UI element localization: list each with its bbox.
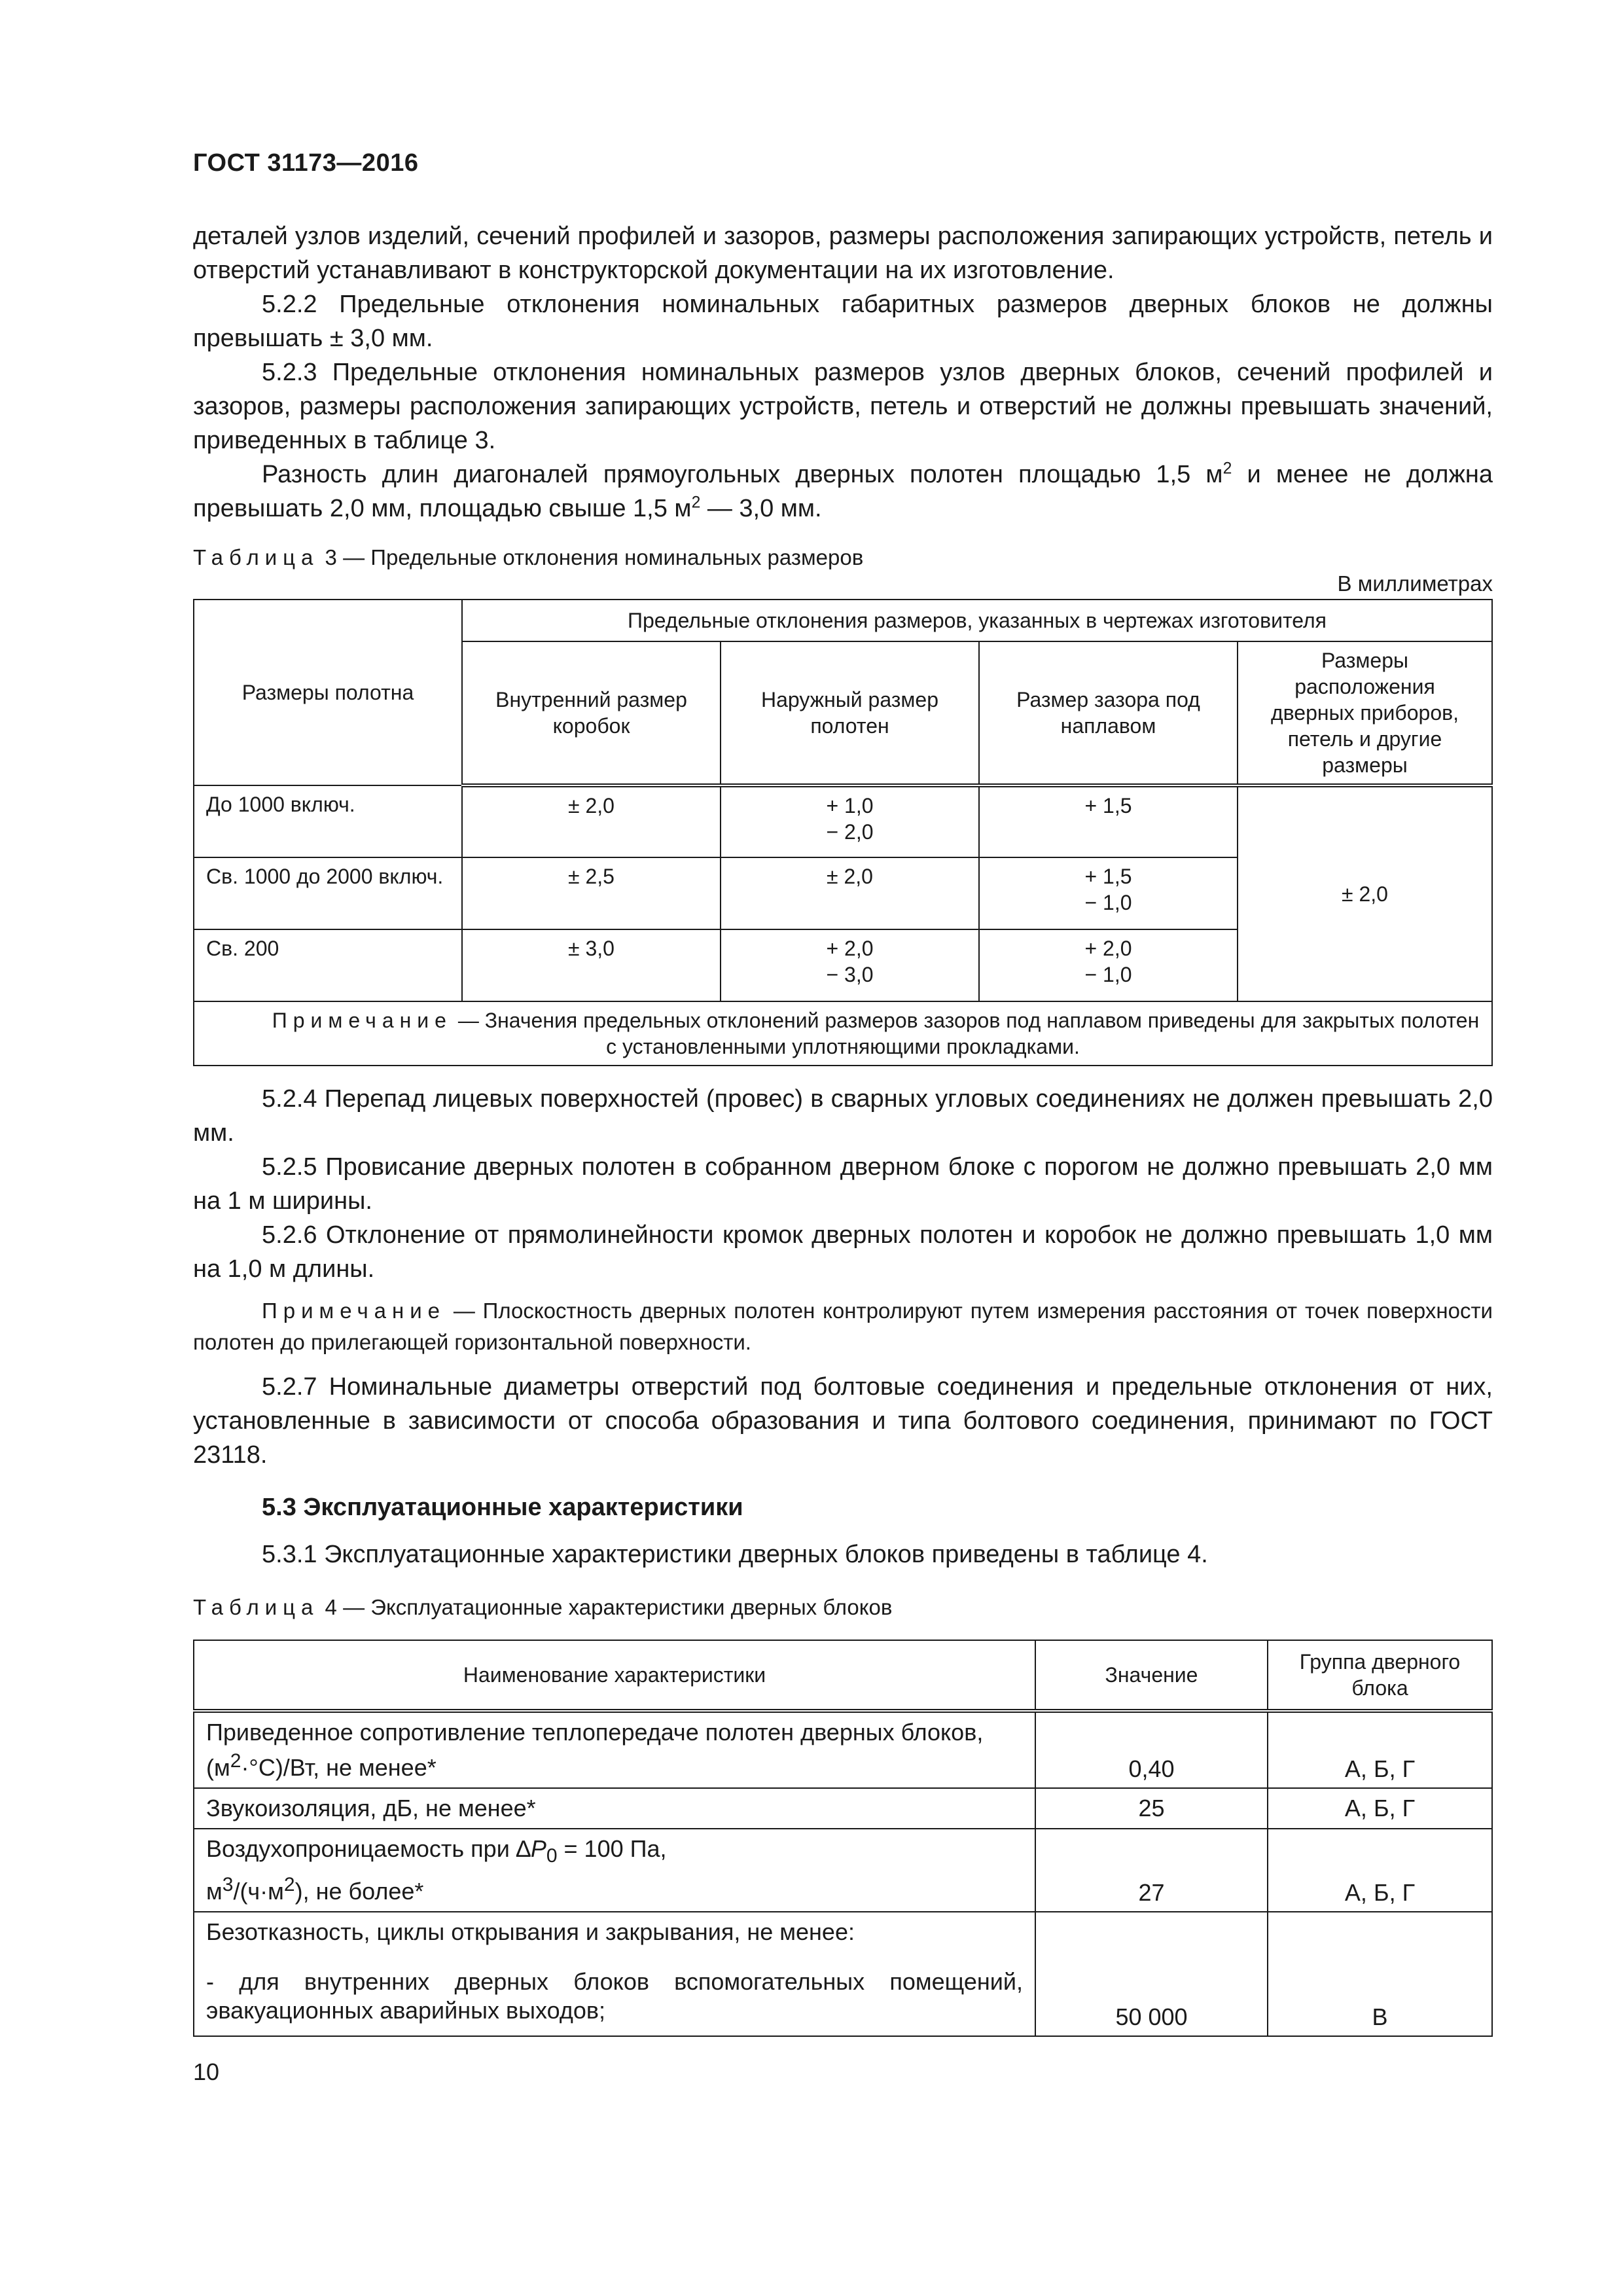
paragraph-5-2-7: 5.2.7 Номинальные диаметры отверстий под болтовые соединения и предельные отклонения от них, установленные в зависимости от способа образования и типа болтового соединения, принимают по ГОСТ 23118. <box>193 1373 1493 1469</box>
paragraph-diagonals: Разность длин диагоналей прямоугольных дверных полотен площадью 1,5 $м^2$ и менее не должна превышать 2,0 мм, площадью свыше 1,5 $м^2$ — 3,0 мм. <box>193 459 1493 522</box>
table4-cell-name: Безотказность, циклы открывания и закрывания, не менее: - для внутренних дверных блоков вспомогательных помещений, эвакуационных аварийных выходов; <box>194 1912 1035 2036</box>
table4-caption: Таблица 4 — Эксплуатационные характеристики дверных блоков <box>193 1595 893 1619</box>
table3-cell-inner: ± 2,5 <box>462 857 721 929</box>
note-flatness: Примечание — Плоскостность дверных полотен контролируют путем измерения расстояния от точек поверхности полотен до прилегающей горизонтальной поверхности. <box>193 1299 1493 1354</box>
table3 <box>193 599 1493 1066</box>
table3-header-gap: Размер зазора под наплавом <box>979 641 1238 785</box>
table4-cell-name: Приведенное сопротивление теплопередаче полотен дверных блоков, $(м^2\cdot^\circ С)/Вт$, не менее* <box>194 1711 1035 1788</box>
table4-header-name: Наименование характеристики <box>194 1640 1035 1711</box>
table3-cell-outer: ± 2,0 <box>721 857 979 929</box>
page-number: 10 <box>193 2058 220 2085</box>
table-row <box>194 785 1492 857</box>
paragraph-5-2-5: 5.2.5 Провисание дверных полотен в собранном дверном блоке с порогом не должно превышать 2,0 мм на 1 м ширины. <box>193 1153 1493 1215</box>
table4-cell-value: 27 <box>1035 1829 1268 1912</box>
table3-cell-gap: + 2,0 − 1,0 <box>979 929 1238 1001</box>
table3-cell-merged: ± 2,0 <box>1238 785 1492 1001</box>
table4 <box>193 1640 1493 2037</box>
table4-cell-value: 50 000 <box>1035 1912 1268 2036</box>
table3-header-group: Предельные отклонения размеров, указанных в чертежах изготовителя <box>462 600 1492 641</box>
table4-cell-value: 0,40 <box>1035 1711 1268 1788</box>
table4-header-value: Значение <box>1035 1640 1268 1711</box>
paragraph-5-2-4: 5.2.4 Перепад лицевых поверхностей (провес) в сварных угловых соединениях не должен превышать 2,0 мм. <box>193 1085 1493 1147</box>
table4-cell-group: А, Б, Г <box>1268 1711 1492 1788</box>
table3-header-inner: Внутренний размер коробок <box>462 641 721 785</box>
table3-note-row <box>194 1001 1492 1066</box>
table3-units: В миллиметрах <box>1337 571 1493 596</box>
section-heading-5-3: 5.3 Эксплуатационные характеристики <box>262 1494 743 1521</box>
table3-header-size: Размеры полотна <box>194 600 462 785</box>
table-row <box>194 1788 1492 1829</box>
table3-cell-size: Св. 200 <box>194 929 462 1001</box>
table3-cell-inner: ± 3,0 <box>462 929 721 1001</box>
table3-cell-outer: + 1,0 − 2,0 <box>721 785 979 857</box>
table3-caption: Таблица 3 — Предельные отклонения номинальных размеров <box>193 545 864 569</box>
document-header: ГОСТ 31173—2016 <box>193 149 419 177</box>
table-row <box>194 1711 1492 1788</box>
table3-cell-inner: ± 2,0 <box>462 785 721 857</box>
table3-cell-gap: + 1,5 − 1,0 <box>979 857 1238 929</box>
table4-cell-value: 25 <box>1035 1788 1268 1829</box>
table3-cell-outer: + 2,0 − 3,0 <box>721 929 979 1001</box>
page-content <box>193 219 1493 2037</box>
table-row <box>194 1912 1492 2036</box>
table3-cell-size: Св. 1000 до 2000 включ. <box>194 857 462 929</box>
table-row <box>194 1829 1492 1912</box>
table4-cell-group: В <box>1268 1912 1492 2036</box>
table4-cell-group: А, Б, Г <box>1268 1829 1492 1912</box>
table4-cell-group: А, Б, Г <box>1268 1788 1492 1829</box>
table3-note: Примечание — Значения предельных отклонений размеров зазоров под наплавом приведены для закрытых полотен с установленными уплотняющими прокладками. <box>194 1001 1492 1066</box>
paragraph-5-2-6: 5.2.6 Отклонение от прямолинейности кромок дверных полотен и коробок не должно превышать 1,0 мм на 1,0 м длины. <box>193 1221 1493 1283</box>
table3-cell-size: До 1000 включ. <box>194 785 462 857</box>
paragraph-continuation: деталей узлов изделий, сечений профилей и зазоров, размеры расположения запирающих устройств, петель и отверстий устанавливают в конструкторской документации на их изготовление. <box>193 223 1493 284</box>
table3-cell-gap: + 1,5 <box>979 785 1238 857</box>
paragraph-5-3-1: 5.3.1 Эксплуатационные характеристики дверных блоков приведены в таблице 4. <box>262 1541 1208 1568</box>
table3-header-outer: Наружный размер полотен <box>721 641 979 785</box>
table4-header-group: Группа дверного блока <box>1268 1640 1492 1711</box>
table3-header-other: Размеры расположения дверных приборов, петель и другие размеры <box>1238 641 1492 785</box>
table4-cell-name: Звукоизоляция, дБ, не менее* <box>194 1788 1035 1829</box>
table4-cell-name: Воздухопроницаемость при $\Delta P_0 = 100$ Па, $м^3/(ч\cdot м^2)$, не более* <box>194 1829 1035 1912</box>
paragraph-5-2-2: 5.2.2 Предельные отклонения номинальных габаритных размеров дверных блоков не должны превышать ± 3,0 мм. <box>193 291 1493 352</box>
paragraph-5-2-3: 5.2.3 Предельные отклонения номинальных размеров узлов дверных блоков, сечений профилей и зазоров, размеры расположения запирающих устройств, петель и отверстий не должны превышать значений, приведенных в таблице 3. <box>193 359 1493 454</box>
